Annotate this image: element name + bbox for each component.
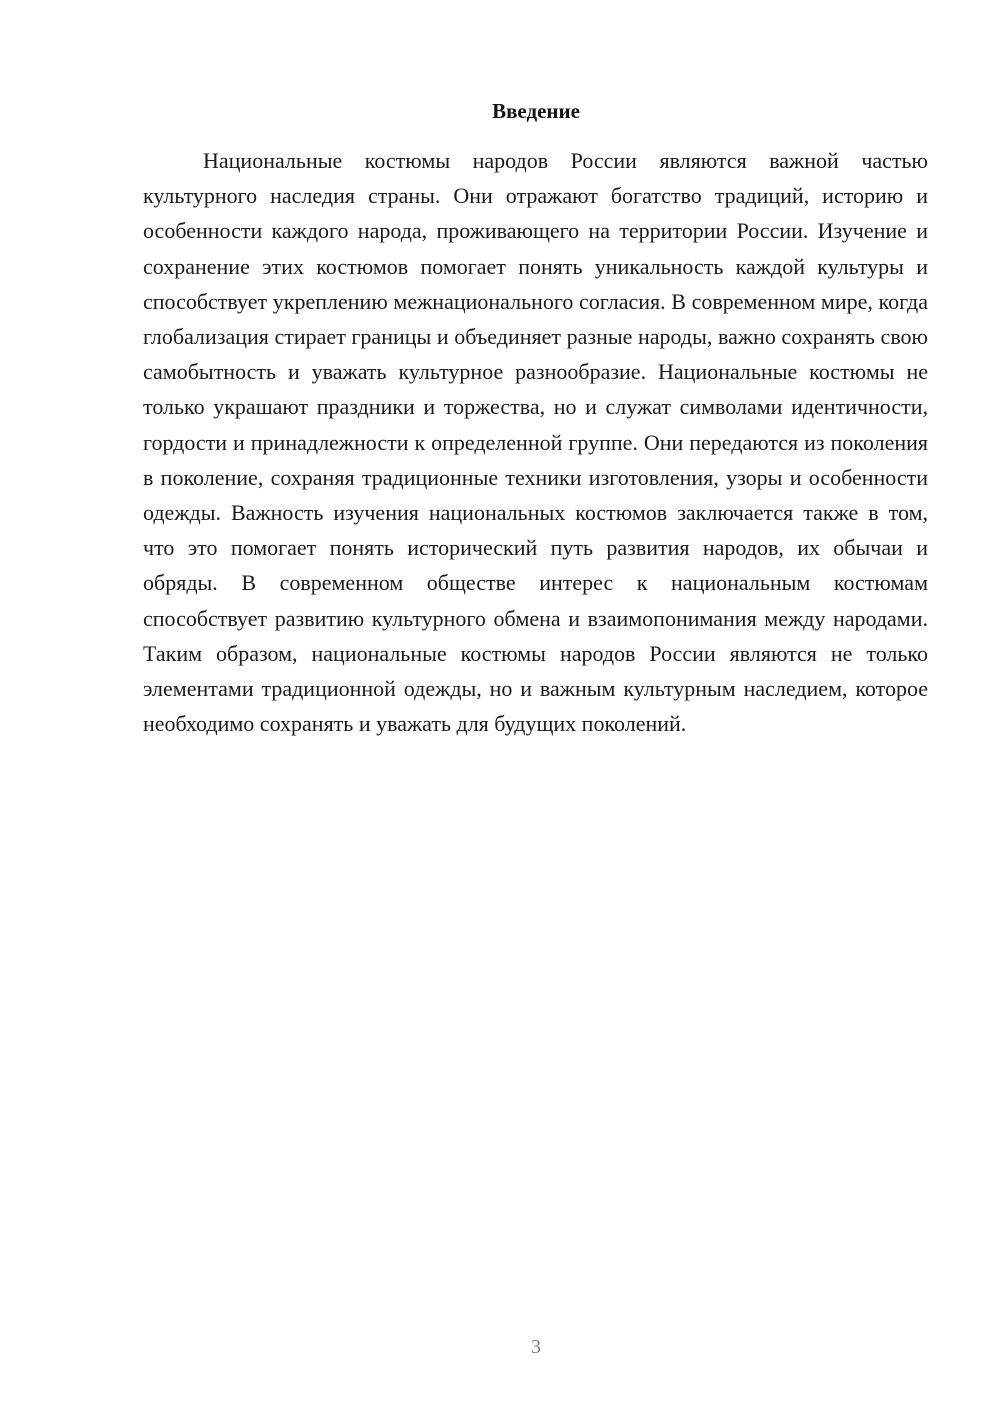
- section-heading: Введение: [492, 99, 580, 123]
- body-paragraph: Национальные костюмы народов России являются важной частью культурного наследия страны. Они отражают богатство традиций, историю и особенности каждого народа, проживающего на территории России. Изучение и сохранение этих костюмов помогает понять уникальность каждой культуры и способствует укреплению межнационального согласия. В современном мире, когда глобализация стирает границы и объединяет разные народы, важно сохранять свою самобытность и уважать культурное разнообразие. Национальные костюмы не только украшают праздники и торжества, но и служат символами идентичности, гордости и принадлежности к определенной группе. Они передаются из поколения в поколение, сохраняя традиционные техники изготовления, узоры и особенности одежды. Важность изучения национальных костюмов заключается также в том, что это помогает понять исторический путь развития народов, их обычаи и обряды. В современном обществе интерес к национальным костюмам способствует развитию культурного обмена и взаимопонимания между народами. Таким образом, национальные костюмы народов России являются не только элементами традиционной одежды, но и важным культурным наследием, которое необходимо сохранять и уважать для будущих поколений.: [143, 148, 928, 737]
- page-number: 3: [531, 1336, 541, 1358]
